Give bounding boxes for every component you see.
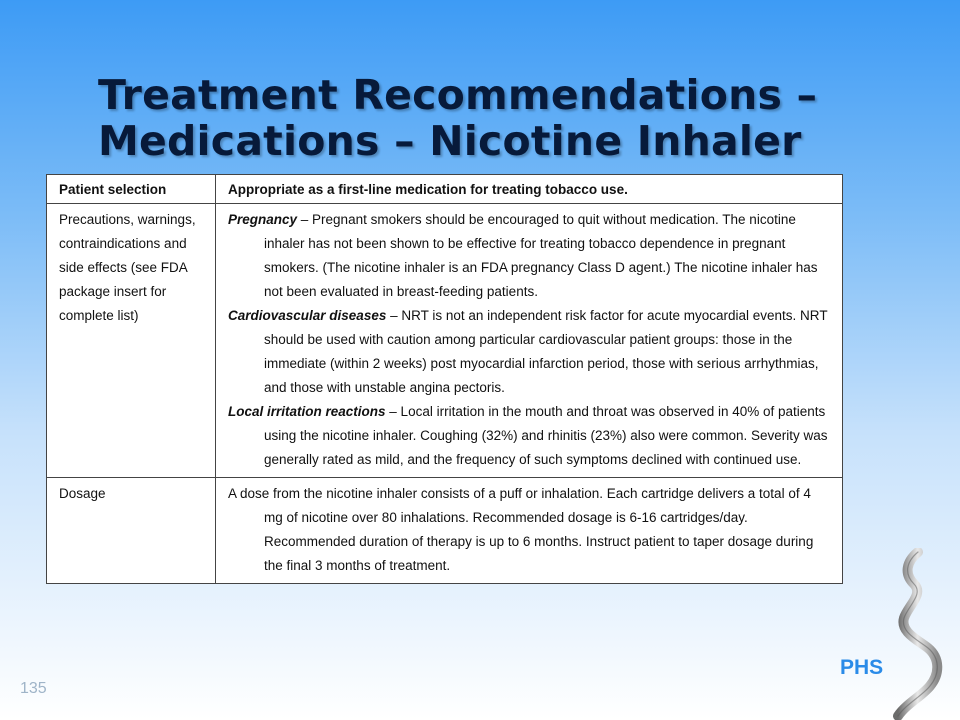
precaution-text: – Pregnant smokers should be encouraged to quit without medication. The nicotine inhaler has not been shown to be effective for treating tobacco dependence in pregnant smokers. (The nicotine inhaler is an FDA pregnancy Class D agent.) The nicotine inhaler has not been evaluated in breast-feeding patients.: [264, 212, 818, 299]
phs-swirl-logo-icon: [888, 548, 958, 720]
row-label-dosage: Dosage: [47, 478, 216, 584]
row-content-dosage: [216, 478, 843, 584]
precaution-heading: Pregnancy: [228, 212, 298, 227]
precaution-cardiovascular: [228, 304, 832, 400]
slide-title-line-1: Treatment Recommendations –: [98, 71, 818, 119]
precaution-text: – Local irritation in the mouth and throat was observed in 40% of patients using the nicotine inhaler. Coughing (32%) and rhinitis (23%) also were common. Severity was generally rated as mild, and the frequency of such symptoms declined with continued use.: [264, 404, 828, 467]
table-row: [47, 204, 843, 478]
table-row: [47, 175, 843, 204]
precaution-pregnancy: [228, 208, 832, 304]
dosage-text: A dose from the nicotine inhaler consists of a puff or inhalation. Each cartridge delivers a total of 4 mg of nicotine over 80 inhalations. Recommended dosage is 6-16 cartridges/day. Recommended duration of therapy is up to 6 months. Instruct patient to taper dosage during the final 3 months of treatment.: [228, 486, 814, 573]
table-row: [47, 478, 843, 584]
row-content-patient-selection: Appropriate as a first-line medication for treating tobacco use.: [216, 175, 843, 204]
precaution-heading: Cardiovascular diseases: [228, 308, 387, 323]
precaution-text: – NRT is not an independent risk factor for acute myocardial events. NRT should be used with caution among particular cardiovascular patient groups: those in the immediate (within 2 weeks) post myocardial infarction period, those with serious arrhythmias, and those with unstable angina pectoris.: [264, 308, 828, 395]
recommendations-table: [46, 174, 843, 584]
phs-logo-text: PHS: [840, 656, 884, 679]
page-number: 135: [20, 680, 47, 697]
row-content-precautions: [216, 204, 843, 478]
slide-title: [98, 72, 898, 164]
precaution-heading: Local irritation reactions: [228, 404, 386, 419]
row-label-patient-selection: Patient selection: [47, 175, 216, 204]
precaution-local-irritation: [228, 400, 832, 472]
row-label-precautions: Precautions, warnings, contraindications and side effects (see FDA package insert for complete list): [47, 204, 216, 478]
slide-title-line-2: Medications – Nicotine Inhaler: [98, 117, 802, 165]
